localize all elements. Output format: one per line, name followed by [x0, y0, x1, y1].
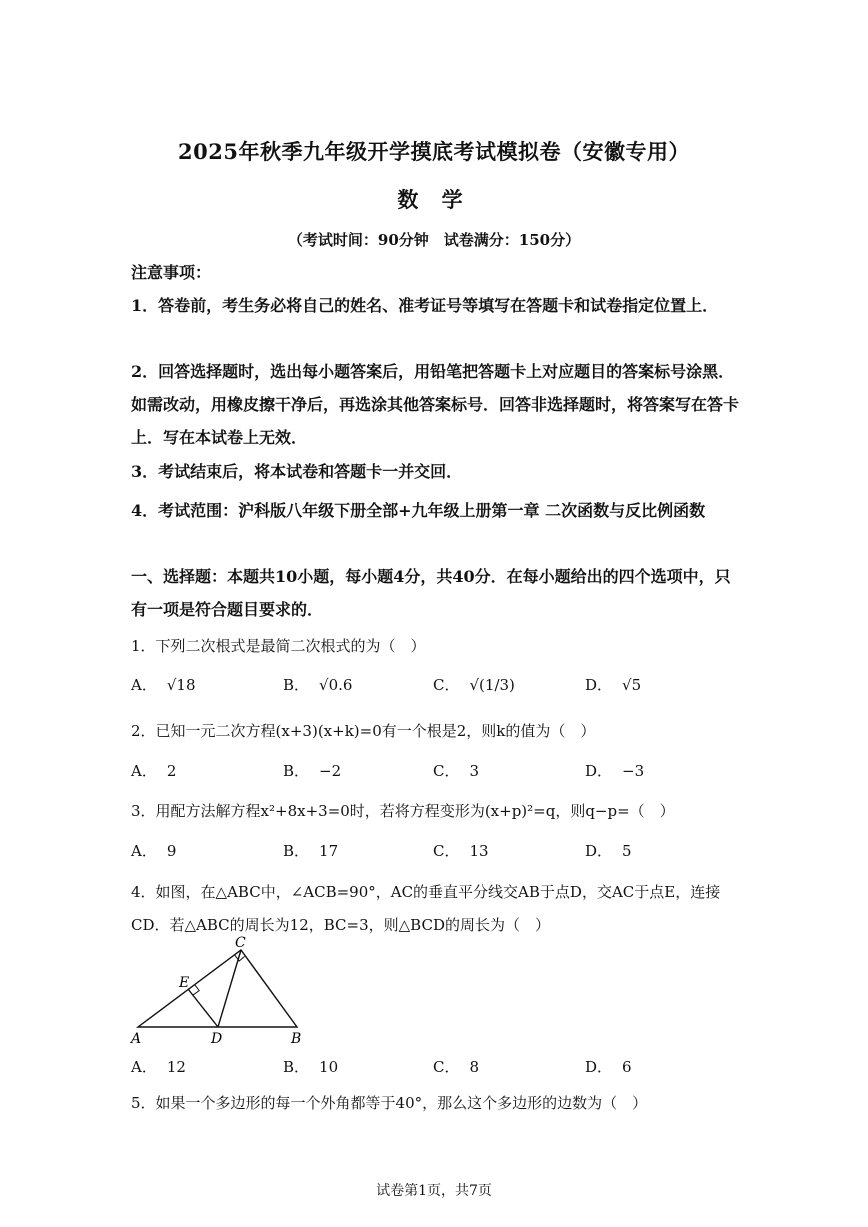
label-e: E — [179, 975, 190, 991]
q3-option-a: A． 9 — [131, 842, 177, 860]
q2-option-b: B． −2 — [283, 762, 342, 780]
subject-title: 数 学 — [397, 187, 471, 212]
q4-option-a: A． 12 — [131, 1058, 186, 1076]
note-item-1: 1．答卷前，考生务必将自己的姓名、准考证号等填写在答题卡和试卷指定位置上． — [131, 296, 719, 315]
exam-meta: （考试时间：90分钟 试卷满分：150分） — [287, 231, 581, 249]
label-c: C — [235, 935, 246, 951]
question-2-options — [131, 760, 746, 784]
section-heading: 一、选择题：本题共10小题，每小题4分，共40分．在每小题给出的四个选项中，只有一项是符合题目要求的． — [131, 567, 731, 619]
question-4-options — [131, 1056, 746, 1080]
triangle-abc — [138, 950, 297, 1027]
q2-option-c: C． 3 — [433, 762, 480, 780]
q1-option-b: B． √0.6 — [283, 676, 353, 694]
q2-option-a: A． 2 — [131, 762, 177, 780]
question-4-stem: 4．如图，在△ABC中，∠ACB=90°，AC的垂直平分线交AB于点D，交AC于点E，连接CD．若△ABC的周长为12，BC=3，则△BCD的周长为（ ） — [131, 883, 721, 934]
q4-option-c: C． 8 — [433, 1058, 480, 1076]
q1-option-d: D． √5 — [585, 676, 642, 694]
q3-option-b: B． 17 — [283, 842, 339, 860]
segment-cd — [218, 950, 241, 1027]
q4-option-b: B． 10 — [283, 1058, 339, 1076]
label-a: A — [131, 1031, 142, 1047]
question-3-stem: 3．用配方法解方程x²+8x+3=0时，若将方程变形为(x+p)²=q，则q−p=（ ） — [131, 802, 675, 820]
q3-option-c: C． 13 — [433, 842, 489, 860]
note-item-3: 3．考试结束后，将本试卷和答题卡一并交回． — [131, 462, 463, 481]
question-1-options — [131, 674, 746, 698]
exam-title: 2025年秋季九年级开学摸底考试模拟卷（安徽专用） — [178, 139, 690, 164]
question-3-options — [131, 840, 746, 864]
segment-ed — [188, 989, 218, 1027]
triangle-figure — [125, 934, 325, 1049]
q1-option-c: C． √(1/3) — [433, 676, 515, 694]
q3-option-d: D． 5 — [585, 842, 632, 860]
question-5-stem: 5．如果一个多边形的每一个外角都等于40°，那么这个多边形的边数为（ ） — [131, 1094, 648, 1112]
question-1-stem: 1．下列二次根式是最简二次根式的为（ ） — [131, 637, 426, 655]
q4-option-d: D． 6 — [585, 1058, 632, 1076]
label-d: D — [211, 1031, 223, 1047]
notes-heading: 注意事项： — [131, 263, 212, 282]
note-item-4: 4．考试范围：沪科版八年级下册全部+九年级上册第一章 二次函数与反比例函数 — [131, 501, 706, 520]
page-footer: 试卷第1页，共7页 — [376, 1183, 492, 1199]
q2-option-d: D． −3 — [585, 762, 645, 780]
question-2-stem: 2．已知一元二次方程(x+3)(x+k)=0有一个根是2，则k的值为（ ） — [131, 722, 596, 740]
q1-option-a: A． √18 — [131, 676, 196, 694]
label-b: B — [291, 1031, 302, 1047]
note-item-2: 2．回答选择题时，选出每小题答案后，用铅笔把答题卡上对应题目的答案标号涂黑．如需改动，用橡皮擦干净后，再选涂其他答案标号．回答非选择题时，将答案写在答卡上．写在本试卷上无效． — [131, 362, 740, 447]
